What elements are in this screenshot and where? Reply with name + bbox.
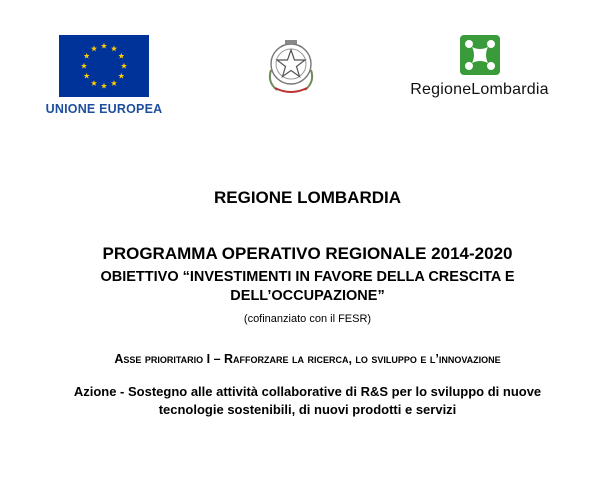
italian-republic-emblem-icon: [263, 38, 319, 103]
cofinanced-note: (cofinanziato con il FESR): [243, 313, 372, 325]
action-line-1: Azione - Sostegno alle attività collaborative di R&S per lo sviluppo di nuove: [73, 384, 542, 399]
region-logo-block: [392, 35, 567, 99]
eu-logo-block: [38, 35, 170, 116]
logo-header: [0, 0, 615, 130]
eu-flag-icon: [59, 35, 149, 97]
objective-line-2: DELL’OCCUPAZIONE”: [230, 288, 385, 304]
objective-heading: [38, 268, 578, 306]
action-description: [28, 383, 588, 419]
lombardia-rose-icon: [460, 35, 500, 75]
objective-line-1: OBIETTIVO “INVESTIMENTI IN FAVORE DELLA CRESCITA E: [100, 269, 515, 285]
region-logo-label: RegioneLombardia: [410, 81, 549, 98]
action-line-2: tecnologie sostenibili, di nuovi prodotti e servizi: [158, 402, 457, 417]
program-title: PROGRAMMA OPERATIVO REGIONALE 2014-2020: [102, 244, 513, 263]
document-body: [0, 188, 615, 419]
priority-axis: Asse prioritario I – Rafforzare la ricerca, lo sviluppo e l’innovazione: [114, 352, 501, 366]
region-title: REGIONE LOMBARDIA: [214, 188, 401, 207]
eu-label: UNIONE EUROPEA: [45, 102, 163, 116]
